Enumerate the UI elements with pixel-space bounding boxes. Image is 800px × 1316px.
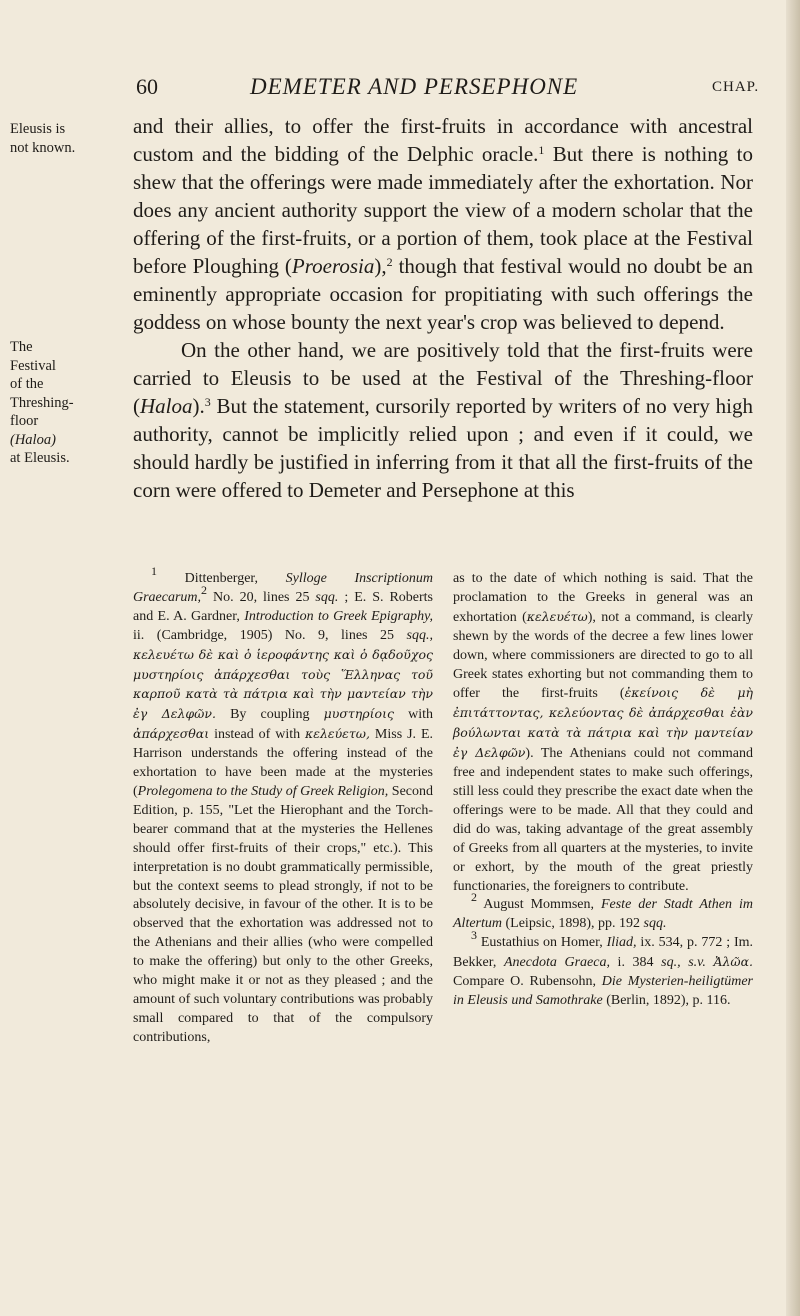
margin-note-haloa: The Festival of the Threshing- floor (Haloa) at Eleusis.	[10, 339, 74, 466]
running-head	[0, 74, 800, 110]
footnote-ref-2: 2	[386, 255, 393, 269]
running-title: DEMETER AND PERSEPHONE	[250, 74, 579, 99]
page-edge	[786, 0, 800, 1316]
footnote-column-left	[133, 564, 434, 1048]
paragraph-1: and their allies, to offer the first-fruits in accordance with ancestral custom and the bidding of the Delphic oracle.$^1$ But there is nothing to shew that the offerings were made immediately after the exhortation. Nor does any ancient authority support the view of a modern scholar that the offering of the first-fruits, or a portion of them, took place at the Festival before Ploughing (Proerosia),$^2$ though that festival would no doubt be an eminently appropriate occasion for propitiating with such offerings the goddess on whose bounty the next year's crop was believed to depend.	[133, 114, 753, 334]
margin-note-eleusis: Eleusis is not known.	[10, 121, 76, 156]
paragraph-2: On the other hand, we are positively told that the first-fruits were carried to Eleusis to be used at the Festival of the Threshing-floor (Haloa).$^3$ But the statement, cursorily reported by writers of no very high authority, cannot be implicitly relied upon ; and even if it could, we should hardly be justified in inferring from it that all the first-fruits of the corn were offered to Demeter and Persephone at this	[133, 338, 753, 502]
chapter-label: CHAP.	[712, 79, 760, 95]
footnotes	[133, 564, 754, 1276]
footnote-3: $^3$ Eustathius on Homer, Iliad, ix. 534, p. 772 ; Im. Bekker, Anecdota Graeca, i. 384 sq., s.v. Ἀλῶα. Compare O. Rubensohn, Die Mysterien-heiligtümer in Eleusis und Samothrake (Berlin, 1892), p. 116.	[453, 928, 754, 1008]
footnote-ref-3: 3	[204, 395, 211, 409]
page-number: 60	[136, 74, 158, 99]
footnote-column-right	[453, 570, 753, 1011]
footnote-ref-1: 1	[538, 143, 545, 157]
footnote-2: $^2$ August Mommsen, Feste der Stadt Athen im Altertum (Leipsic, 1898), pp. 192 sqq.	[453, 890, 753, 932]
footnote-1: $^1$ Dittenberger, Sylloge Inscriptionum Graecarum,$^2$ No. 20, lines 25 sqq. ; E. S. Roberts and E. A. Gardner, Introduction to Greek Epigraphy, ii. (Cambridge, 1905) No. 9, lines 25 sqq., κελευέτω δὲ καὶ ὁ ἱεροφάντης καὶ ὁ δᾳδοῦχος μυστηρίοις ἀπάρχεσθαι τοὺς Ἕλληνας τοῦ καρποῦ κατὰ τὰ πάτρια καὶ τὴν μαντείαν τὴν ἐγ Δελφῶν. By coupling μυστηρίοις with ἀπάρχεσθαι instead of with κελεύετω, Miss J. E. Harrison understands the offering instead of the exhortation to have been made at the mysteries (Prolegomena to the Study of Greek Religion, Second Edition, p. 155, "Let the Hierophant and the Torch-bearer command that at the mysteries the Hellenes should offer first-fruits of their crops," etc.). This interpretation is no doubt grammatically permissible, but the context seems to plead strongly, if not to be absolutely decisive, in favour of the other. It is to be observed that the exhortation was addressed not to the Athenians and their allies (who were compelled to make the offering) but only to the other Greeks, who might make it or not as they pleased ; and the amount of such voluntary contributions was probably small compared to that of the compulsory contributions,	[133, 564, 434, 1045]
footnote-1-continued: as to the date of which nothing is said. That the proclamation to the Greeks in general was an exhortation (κελευέτω), not a command, is clearly shewn by the words of the decree a few lines lower down, where commissioners are directed to go to all Greek states exhorting but not commanding them to offer the first-fruits (ἐκείνοις δὲ μὴ ἐπιτάττοντας, κελεύοντας δὲ ἀπάρχεσθαι ἐὰν βούλωνται κατὰ τὰ πάτρια καὶ τὴν μαντείαν ἐγ Δελφῶν). The Athenians could not command free and independent states to make such offerings, still less could they prescribe the exact date when the offerings were to be made. All that they could and did do was, taking advantage of the great assembly of Greeks from all quarters at the mysteries, to invite or exhort, by the mouth of the great priestly functionaries, the foreigners to contribute.	[453, 571, 753, 894]
body-text	[133, 112, 753, 504]
